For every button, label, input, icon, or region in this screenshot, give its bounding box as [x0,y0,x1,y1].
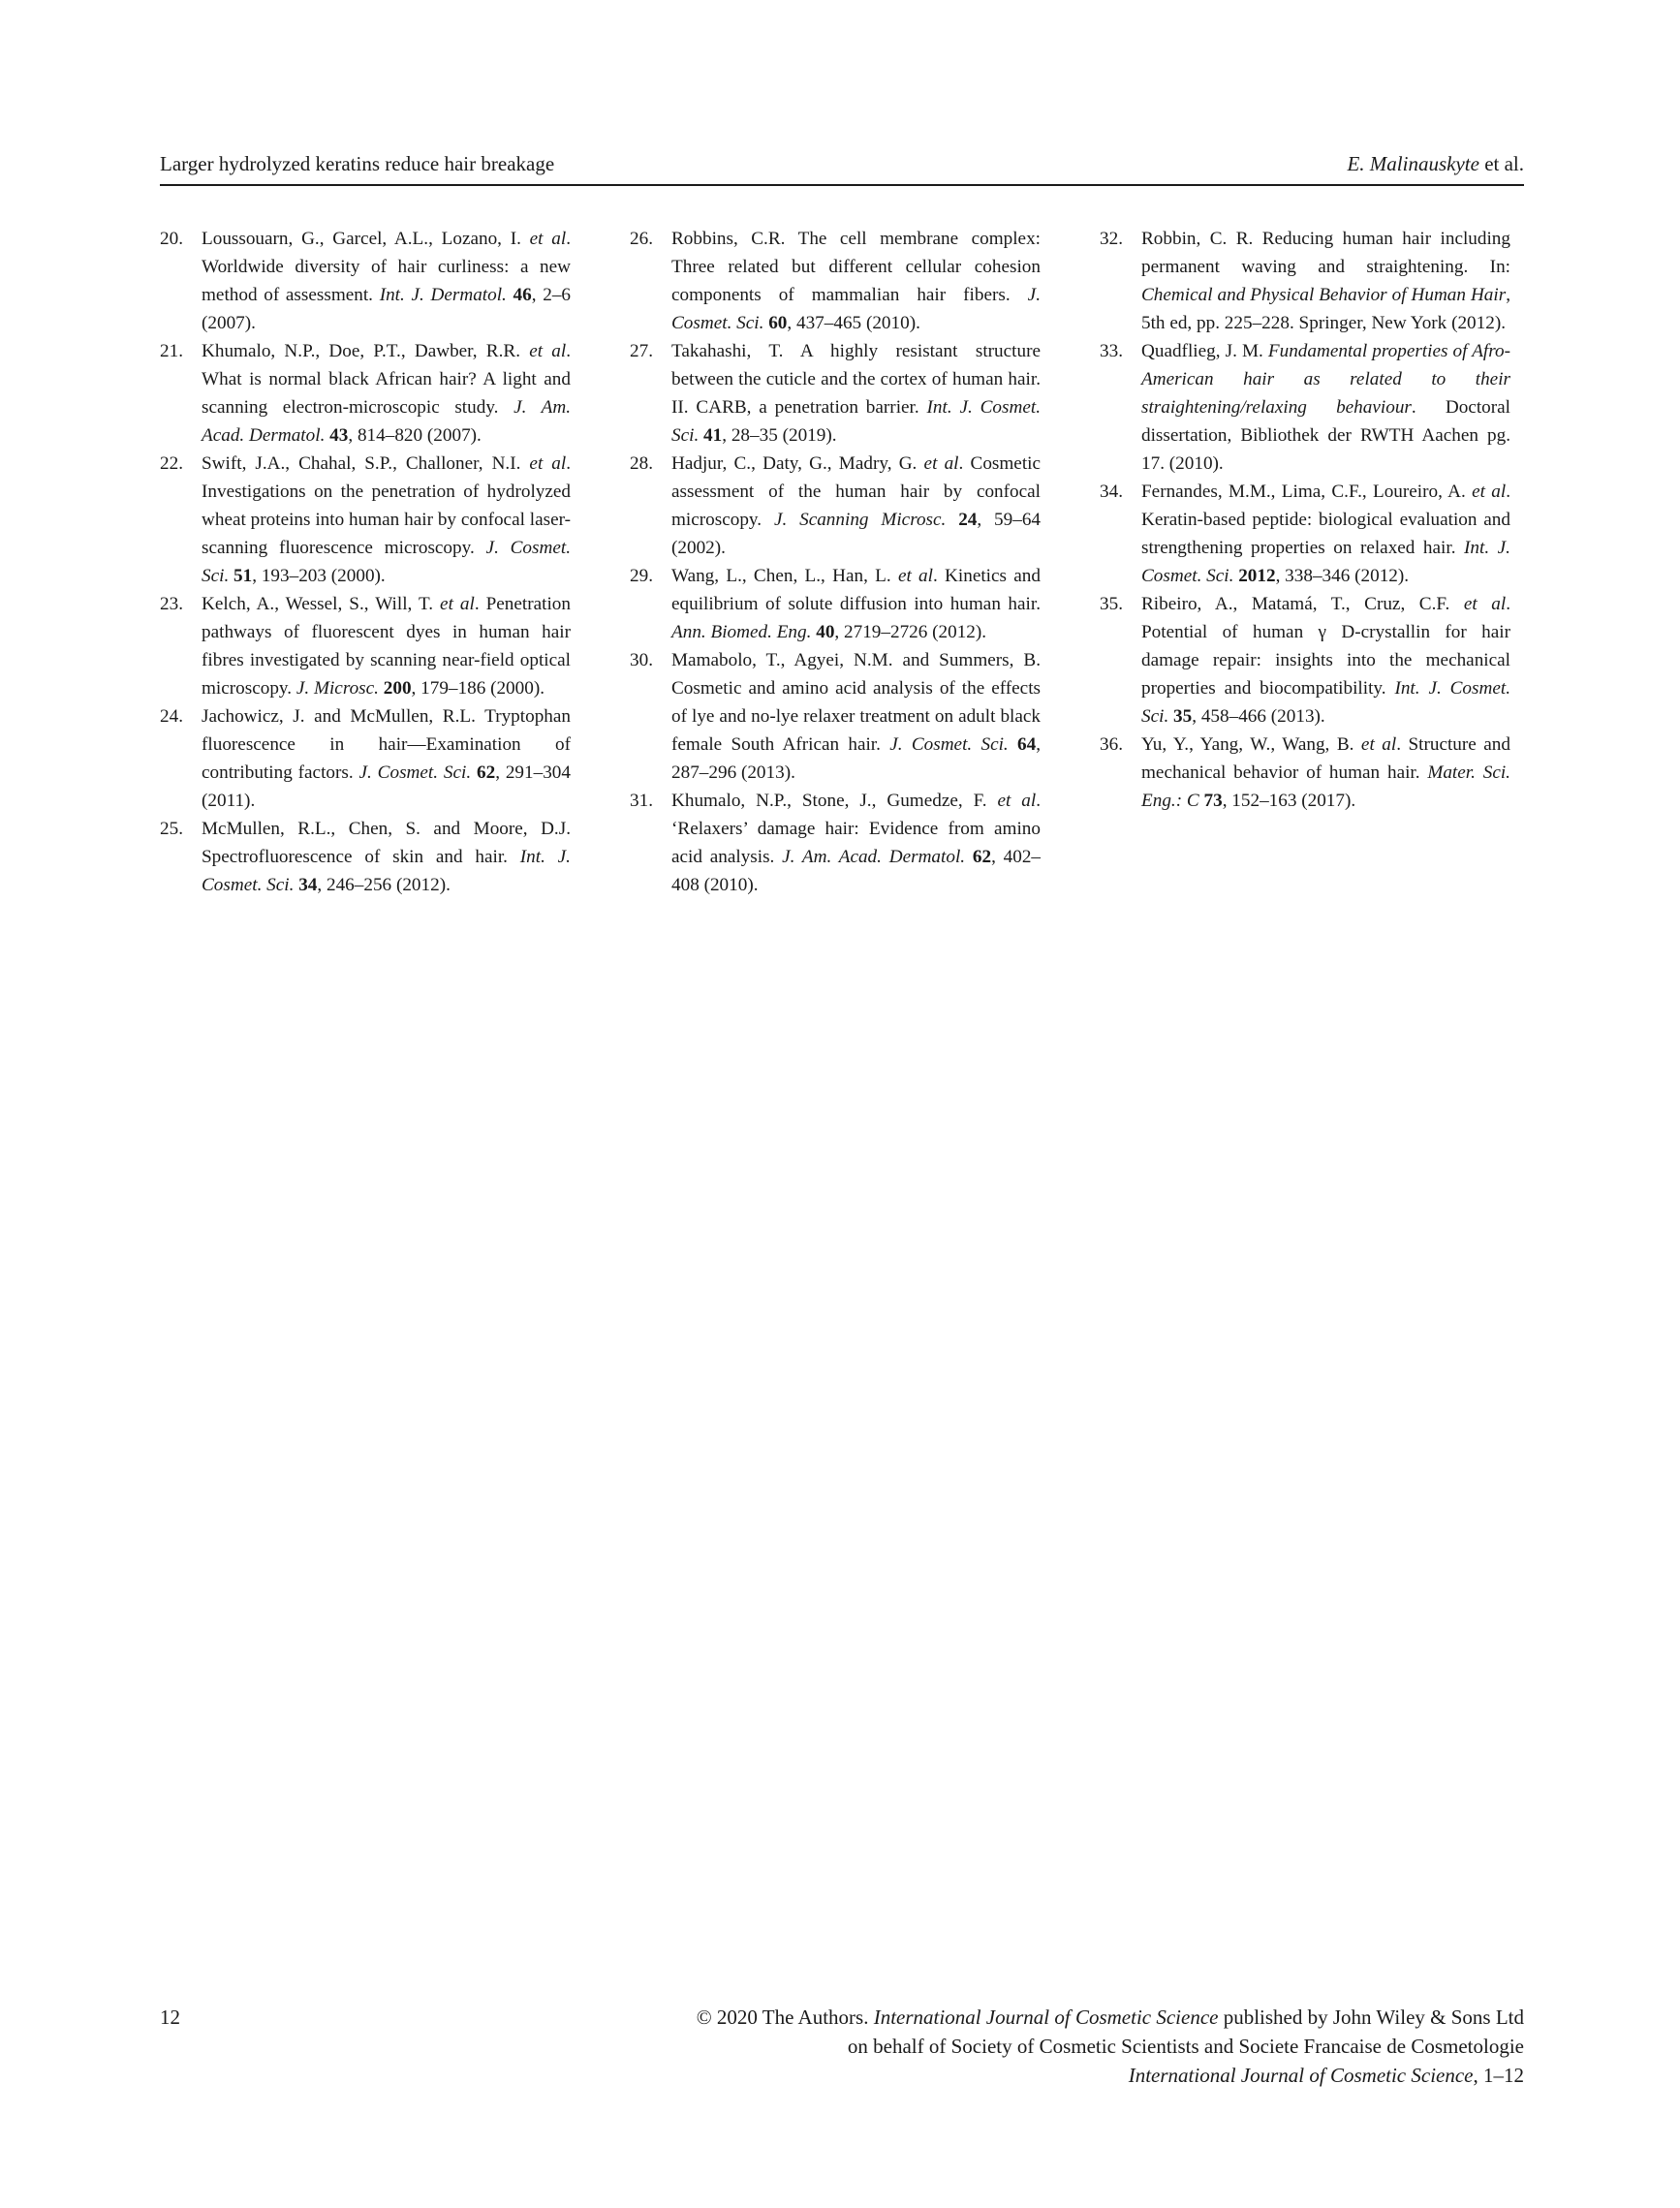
reference-item: 34. Fernandes, M.M., Lima, C.F., Loureiro, A. et al. Keratin-based peptide: biological evaluation and strengthening properties on relaxed hair. Int. J. Cosmet. Sci. 2012, 338–346 (2012). [1100,478,1510,590]
reference-item: 24. Jachowicz, J. and McMullen, R.L. Tryptophan fluorescence in hair—Examination of contributing factors. J. Cosmet. Sci. 62, 291–304 (2011). [160,702,571,815]
reference-number: 32. [1100,229,1123,249]
reference-number: 36. [1100,734,1123,755]
reference-item: 35. Ribeiro, A., Matamá, T., Cruz, C.F. et al. Potential of human γ D-crystallin for hair damage repair: insights into the mechanical properties and biocompatibility. Int. J. Cosmet. Sci. 35, 458–466 (2013). [1100,590,1510,731]
reference-item: 21. Khumalo, N.P., Doe, P.T., Dawber, R.R. et al. What is normal black African hair? A light and scanning electron-microscopic study. J. Am. Acad. Dermatol. 43, 814–820 (2007). [160,337,571,450]
reference-number: 34. [1100,482,1123,502]
journal-name: International Journal of Cosmetic Science [873,2006,1219,2029]
reference-item: 20. Loussouarn, G., Garcel, A.L., Lozano, I. et al. Worldwide diversity of hair curliness: a new method of assessment. Int. J. Dermatol. 46, 2–6 (2007). [160,225,571,337]
page-number: 12 [160,2006,180,2029]
footer-society-line: on behalf of Society of Cosmetic Scientists and Societe Francaise de Cosmetologie [847,2035,1524,2058]
reference-item: 33. Quadflieg, J. M. Fundamental properties of Afro-American hair as related to their straightening/relaxing behaviour. Doctoral dissertation, Bibliothek der RWTH Aachen pg. 17. (2010). [1100,337,1510,478]
reference-number: 26. [630,229,653,249]
reference-number: 20. [160,229,183,249]
reference-number: 22. [160,453,183,474]
reference-item: 28. Hadjur, C., Daty, G., Madry, G. et al. Cosmetic assessment of the human hair by confocal microscopy. J. Scanning Microsc. 24, 59–64 (2002). [630,450,1041,562]
reference-number: 35. [1100,594,1123,614]
reference-item: 23. Kelch, A., Wessel, S., Will, T. et al. Penetration pathways of fluorescent dyes in human hair fibres investigated by scanning near-field optical microscopy. J. Microsc. 200, 179–186 (2000). [160,590,571,702]
reference-item: 27. Takahashi, T. A highly resistant structure between the cuticle and the cortex of human hair. II. CARB, a penetration barrier. Int. J. Cosmet. Sci. 41, 28–35 (2019). [630,337,1041,450]
author-suffix: et al. [1478,152,1524,175]
reference-number: 29. [630,566,653,586]
reference-number: 24. [160,706,183,727]
reference-column-3 [1100,225,1510,815]
reference-column-1 [160,225,571,899]
author-name: E. Malinauskyte [1347,152,1479,175]
footer-citation-line: International Journal of Cosmetic Science, 1–12 [1128,2064,1524,2087]
reference-number: 28. [630,453,653,474]
reference-number: 23. [160,594,183,614]
reference-number: 27. [630,341,653,361]
footer-copyright-line: © 2020 The Authors. International Journal of Cosmetic Science published by John Wiley & Sons Ltd [696,2006,1524,2029]
reference-item: 31. Khumalo, N.P., Stone, J., Gumedze, F. et al. ‘Relaxers’ damage hair: Evidence from amino acid analysis. J. Am. Acad. Dermatol. 62, 402–408 (2010). [630,787,1041,899]
running-header [160,145,1524,186]
reference-item: 32. Robbin, C. R. Reducing human hair including permanent waving and straightening. In: Chemical and Physical Behavior of Human Hair, 5th ed, pp. 225–228. Springer, New York (2012). [1100,225,1510,337]
reference-column-2 [630,225,1041,899]
reference-number: 25. [160,819,183,839]
reference-number: 31. [630,791,653,811]
reference-item: 29. Wang, L., Chen, L., Han, L. et al. Kinetics and equilibrium of solute diffusion into human hair. Ann. Biomed. Eng. 40, 2719–2726 (2012). [630,562,1041,646]
reference-number: 21. [160,341,183,361]
reference-item: 26. Robbins, C.R. The cell membrane complex: Three related but different cellular cohesion components of mammalian hair fibers. J. Cosmet. Sci. 60, 437–465 (2010). [630,225,1041,337]
reference-item: 25. McMullen, R.L., Chen, S. and Moore, D.J. Spectrofluorescence of skin and hair. Int. J. Cosmet. Sci. 34, 246–256 (2012). [160,815,571,899]
page-footer [160,2003,1524,2090]
reference-number: 30. [630,650,653,670]
reference-item: 30. Mamabolo, T., Agyei, N.M. and Summers, B. Cosmetic and amino acid analysis of the effects of lye and no-lye relaxer treatment on adult black female South African hair. J. Cosmet. Sci. 64, 287–296 (2013). [630,646,1041,787]
reference-number: 33. [1100,341,1123,361]
running-title: Larger hydrolyzed keratins reduce hair breakage [160,152,555,175]
running-authors [1347,152,1524,176]
reference-item: 22. Swift, J.A., Chahal, S.P., Challoner, N.I. et al. Investigations on the penetration of hydrolyzed wheat proteins into human hair by confocal laser-scanning fluorescence microscopy. J. Cosmet. Sci. 51, 193–203 (2000). [160,450,571,590]
reference-item: 36. Yu, Y., Yang, W., Wang, B. et al. Structure and mechanical behavior of human hair. Mater. Sci. Eng.: C 73, 152–163 (2017). [1100,731,1510,815]
